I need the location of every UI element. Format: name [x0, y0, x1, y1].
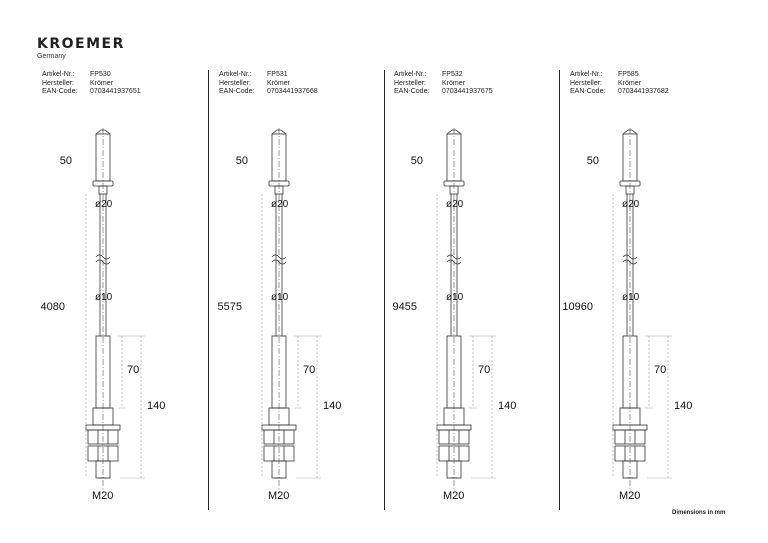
dim-dia-mid: ø10: [446, 292, 464, 303]
article-label: Artikel-Nr.:: [219, 71, 252, 78]
maker-label: Hersteller:: [394, 79, 426, 87]
maker-label: Hersteller:: [42, 79, 74, 87]
dim-thread-size: M20: [92, 490, 114, 502]
article-value: FP530: [90, 71, 111, 78]
article-label: Artikel-Nr.:: [42, 71, 75, 78]
dim-top: 50: [235, 155, 248, 167]
article-label: Artikel-Nr.:: [394, 71, 427, 78]
dim-dia-top: ø20: [446, 199, 464, 210]
dimensions-note: Dimensions in mm: [672, 510, 726, 516]
dim-dia-mid: ø10: [95, 292, 113, 303]
ean-value: 0703441937675: [442, 88, 493, 95]
article-value: FP532: [442, 71, 463, 78]
maker-value: Krömer: [618, 79, 641, 87]
ean-label: EAN-Code:: [570, 88, 606, 95]
maker-value: Krömer: [442, 79, 465, 87]
rod-drawing: [0, 0, 175, 543]
brand-sub: Germany: [37, 53, 66, 60]
product-column: [0, 0, 175, 543]
rod-drawing: [527, 0, 702, 543]
column-divider: [384, 70, 385, 510]
maker-value: Krömer: [90, 79, 113, 87]
dim-thread: 70: [654, 364, 667, 376]
dim-top: 50: [410, 155, 423, 167]
column-divider: [208, 70, 209, 510]
rod-drawing: [176, 0, 351, 543]
dim-thread: 70: [127, 364, 140, 376]
ean-label: EAN-Code:: [42, 88, 78, 95]
dim-top: 50: [586, 155, 599, 167]
maker-label: Hersteller:: [570, 79, 602, 87]
maker-value: Krömer: [267, 79, 290, 87]
dim-dia-top: ø20: [95, 199, 113, 210]
dim-length: 5575: [217, 301, 242, 313]
ean-value: 0703441937668: [267, 88, 318, 95]
dim-thread-size: M20: [268, 490, 290, 502]
dim-dia-mid: ø10: [622, 292, 640, 303]
article-label: Artikel-Nr.:: [570, 71, 603, 78]
product-column: [527, 0, 702, 543]
dim-thread: 70: [303, 364, 316, 376]
dim-dia-mid: ø10: [271, 292, 289, 303]
dim-length: 9455: [392, 301, 417, 313]
dim-length: 10960: [562, 301, 593, 313]
dim-bottom: 140: [498, 400, 517, 412]
dim-dia-top: ø20: [622, 199, 640, 210]
article-value: FP531: [267, 71, 288, 78]
column-divider: [559, 70, 560, 510]
dim-thread: 70: [478, 364, 491, 376]
ean-value: 0703441937651: [90, 88, 141, 95]
dim-top: 50: [59, 155, 72, 167]
dim-bottom: 140: [147, 400, 166, 412]
dim-thread-size: M20: [443, 490, 465, 502]
ean-label: EAN-Code:: [394, 88, 430, 95]
rod-drawing: [351, 0, 526, 543]
dim-dia-top: ø20: [271, 199, 289, 210]
dim-length: 4080: [40, 301, 65, 313]
ean-value: 0703441937682: [618, 88, 669, 95]
product-column: [351, 0, 526, 543]
product-column: [176, 0, 351, 543]
maker-label: Hersteller:: [219, 79, 251, 87]
article-value: FP585: [618, 71, 639, 78]
dim-bottom: 140: [323, 400, 342, 412]
ean-label: EAN-Code:: [219, 88, 255, 95]
dim-thread-size: M20: [619, 490, 641, 502]
brand-name: KROEMER: [37, 36, 125, 52]
dim-bottom: 140: [674, 400, 693, 412]
